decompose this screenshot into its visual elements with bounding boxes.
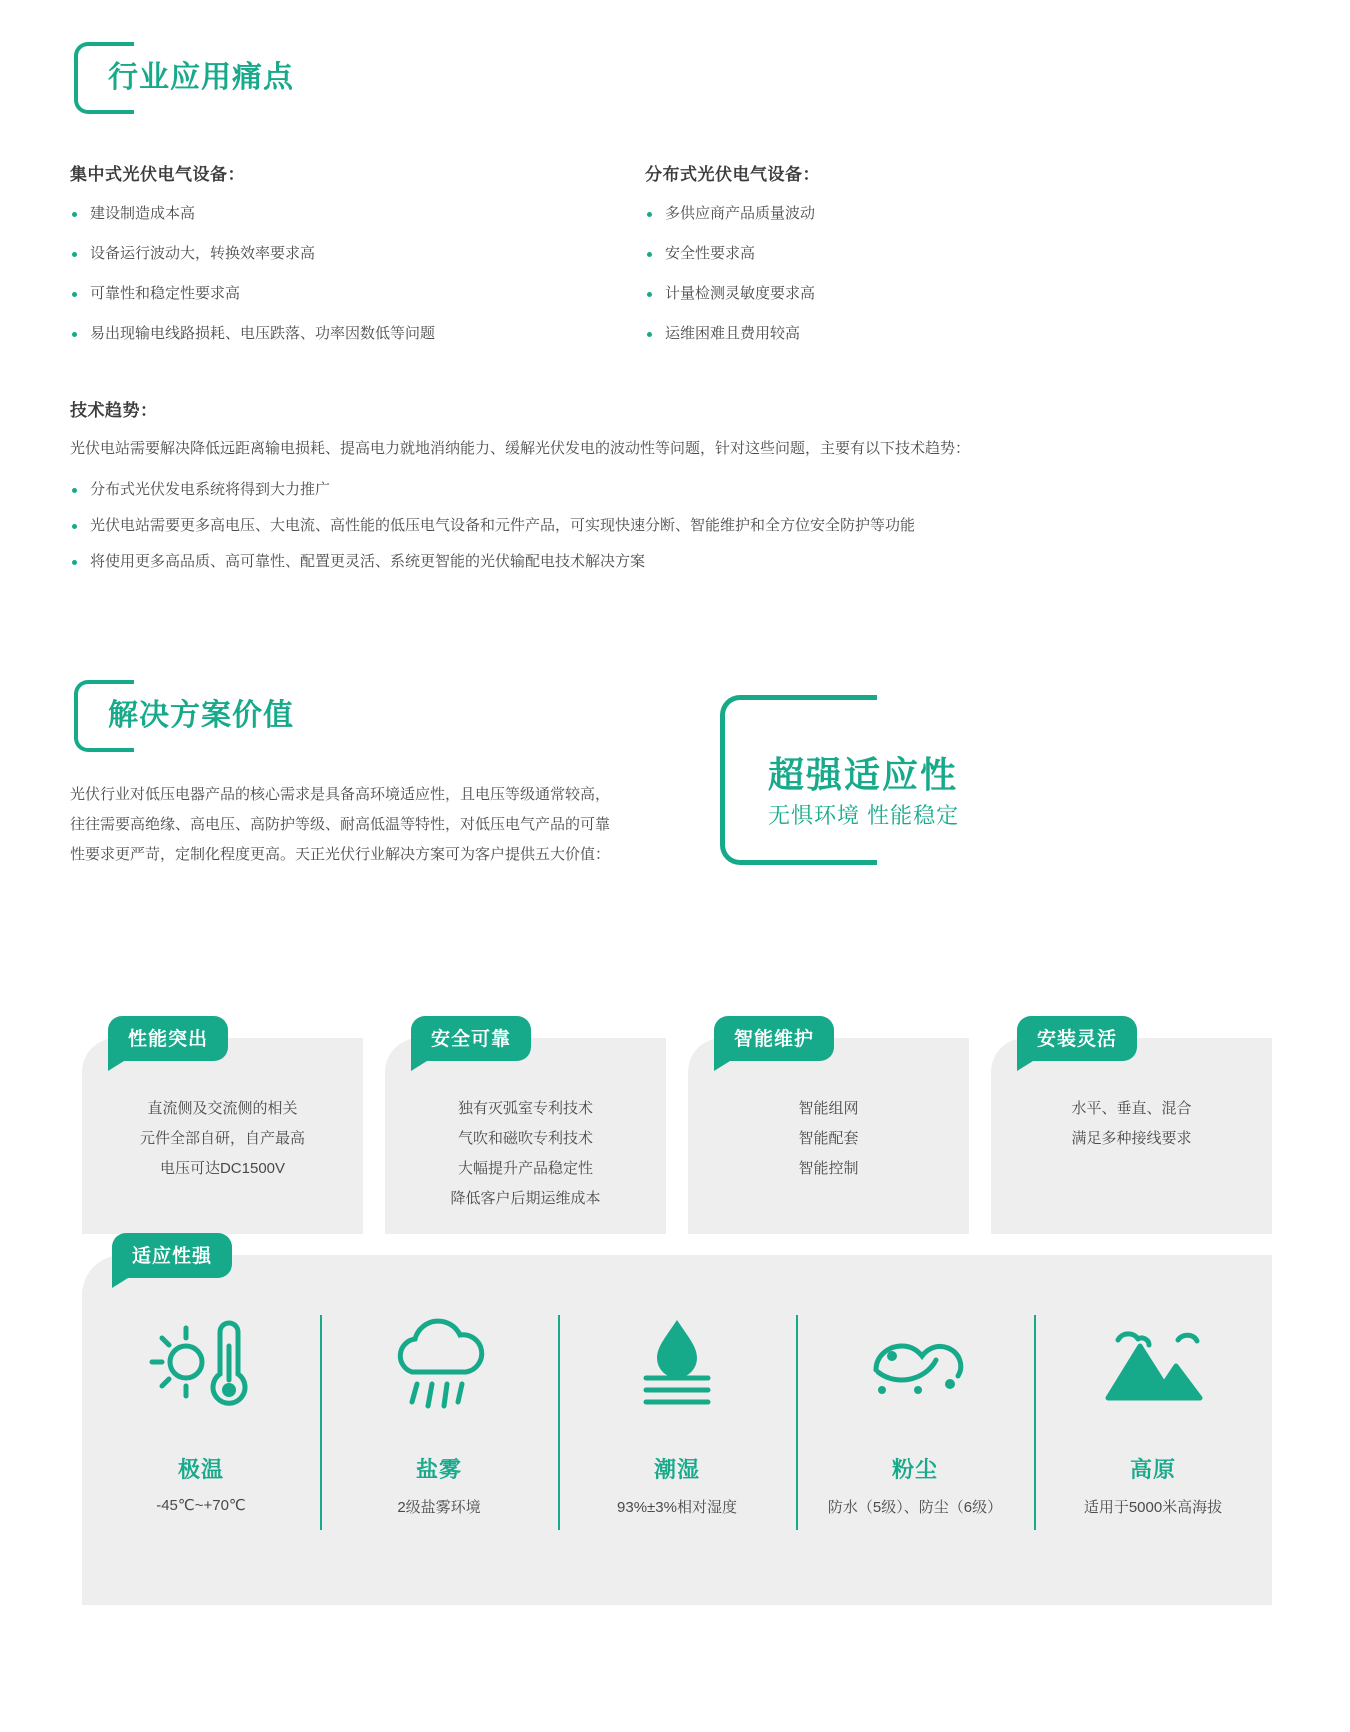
adaptability-item-name: 粉尘	[891, 1457, 938, 1482]
adaptability-item-dust	[796, 1305, 1034, 1517]
value-card-line: 独有灭弧室专利技术	[457, 1100, 593, 1117]
value-card-line: 智能控制	[798, 1160, 859, 1177]
value-card-tag: 安全可靠	[411, 1016, 531, 1061]
salt-fog-cloud-icon	[330, 1305, 548, 1425]
value-card-line: 元件全部自研，自产最高	[139, 1130, 305, 1147]
value-card-line: 直流侧及交流侧的相关	[147, 1100, 298, 1117]
badge-subtitle: 无惧环境 性能稳定	[768, 803, 960, 828]
value-card-line: 智能配套	[798, 1130, 859, 1147]
list-item: 设备运行波动大，转换效率要求高	[70, 243, 590, 265]
value-card-line: 大幅提升产品稳定性	[457, 1160, 593, 1177]
adaptability-item-desc: 防水（5级）、防尘（6级）	[827, 1499, 1003, 1516]
list-item: 计量检测灵敏度要求高	[645, 283, 1165, 305]
adaptability-strip	[82, 1246, 1272, 1605]
pain-points-list-centralized	[70, 203, 590, 345]
solution-value-title: 解决方案价值	[108, 699, 294, 732]
value-card-line: 降低客户后期运维成本	[450, 1190, 601, 1207]
tech-trends-title: 技术趋势：	[70, 401, 158, 420]
pain-points-column-centralized	[70, 160, 590, 363]
pain-points-title: 行业应用痛点	[108, 61, 294, 94]
adaptability-item-desc: 适用于5000米高海拔	[1083, 1499, 1223, 1516]
value-card-line: 电压可达DC1500V	[159, 1160, 286, 1177]
value-card	[688, 1029, 969, 1234]
value-card-tag: 安装灵活	[1017, 1016, 1137, 1061]
adaptability-item-extreme-temperature	[82, 1305, 320, 1517]
adaptability-item-desc: -45℃~+70℃	[156, 1497, 246, 1514]
column-title: 分布式光伏电气设备：	[645, 165, 820, 184]
mountain-icon	[1044, 1305, 1262, 1425]
list-item: 安全性要求高	[645, 243, 1165, 265]
value-card	[385, 1029, 666, 1234]
adaptability-tag: 适应性强	[112, 1233, 232, 1278]
value-card-line: 满足多种接线要求	[1071, 1130, 1192, 1147]
solution-value-paragraph: 光伏行业对低压电器产品的核心需求是具备高环境适应性，且电压等级通常较高，往往需要高绝缘、高电压、高防护等级、耐高低温等特性，对低压电气产品的可靠性要求更严苛，定制化程度更高。天正光伏行业解决方案可为客户提供五大价值：	[70, 786, 611, 863]
list-item: 易出现输电线路损耗、电压跌落、功率因数低等问题	[70, 323, 590, 345]
adaptability-item-name: 极温	[177, 1457, 224, 1482]
list-item: 将使用更多高品质、高可靠性、配置更灵活、系统更智能的光伏输配电技术解决方案	[70, 551, 1170, 573]
adaptability-item-name: 高原	[1129, 1457, 1176, 1482]
list-item: 多供应商产品质量波动	[645, 203, 1165, 225]
tech-trends-list	[70, 479, 1170, 573]
badge-title: 超强适应性	[768, 754, 959, 795]
pain-points-list-distributed	[645, 203, 1165, 345]
list-item: 建设制造成本高	[70, 203, 590, 225]
adaptability-item-desc: 93%±3%相对湿度	[617, 1499, 737, 1516]
dust-icon	[806, 1305, 1024, 1425]
tech-trends-block	[70, 396, 1170, 587]
list-item: 分布式光伏发电系统将得到大力推广	[70, 479, 1170, 501]
list-item: 光伏电站需要更多高电压、大电流、高性能的低压电气设备和元件产品，可实现快速分断、智能维护和全方位安全防护等功能	[70, 515, 1170, 537]
pain-points-heading	[74, 42, 294, 114]
humidity-drop-icon	[568, 1305, 786, 1425]
adaptability-item-humidity	[558, 1305, 796, 1517]
column-title: 集中式光伏电气设备：	[70, 165, 245, 184]
tech-trends-paragraph: 光伏电站需要解决降低远距离输电损耗、提高电力就地消纳能力、缓解光伏发电的波动性等问题，针对这些问题，主要有以下技术趋势：	[70, 440, 971, 457]
pain-points-column-distributed	[645, 160, 1165, 363]
adaptability-item-salt-fog	[320, 1305, 558, 1517]
value-card-line: 气吹和磁吹专利技术	[457, 1130, 593, 1147]
adaptability-item-plateau	[1034, 1305, 1272, 1517]
solution-value-heading	[74, 680, 294, 752]
value-card-tag: 性能突出	[108, 1016, 228, 1061]
temperature-sun-icon	[92, 1305, 310, 1425]
value-card-line: 水平、垂直、混合	[1071, 1100, 1192, 1117]
value-card-tag: 智能维护	[714, 1016, 834, 1061]
adaptability-item-desc: 2级盐雾环境	[397, 1499, 481, 1516]
value-card	[82, 1029, 363, 1234]
list-item: 可靠性和稳定性要求高	[70, 283, 590, 305]
super-adaptability-badge	[720, 695, 980, 865]
list-item: 运维困难且费用较高	[645, 323, 1165, 345]
value-card	[991, 1029, 1272, 1234]
adaptability-item-name: 盐雾	[415, 1457, 462, 1482]
adaptability-item-name: 潮湿	[653, 1457, 700, 1482]
value-cards-row	[82, 1029, 1272, 1234]
value-card-line: 智能组网	[798, 1100, 859, 1117]
